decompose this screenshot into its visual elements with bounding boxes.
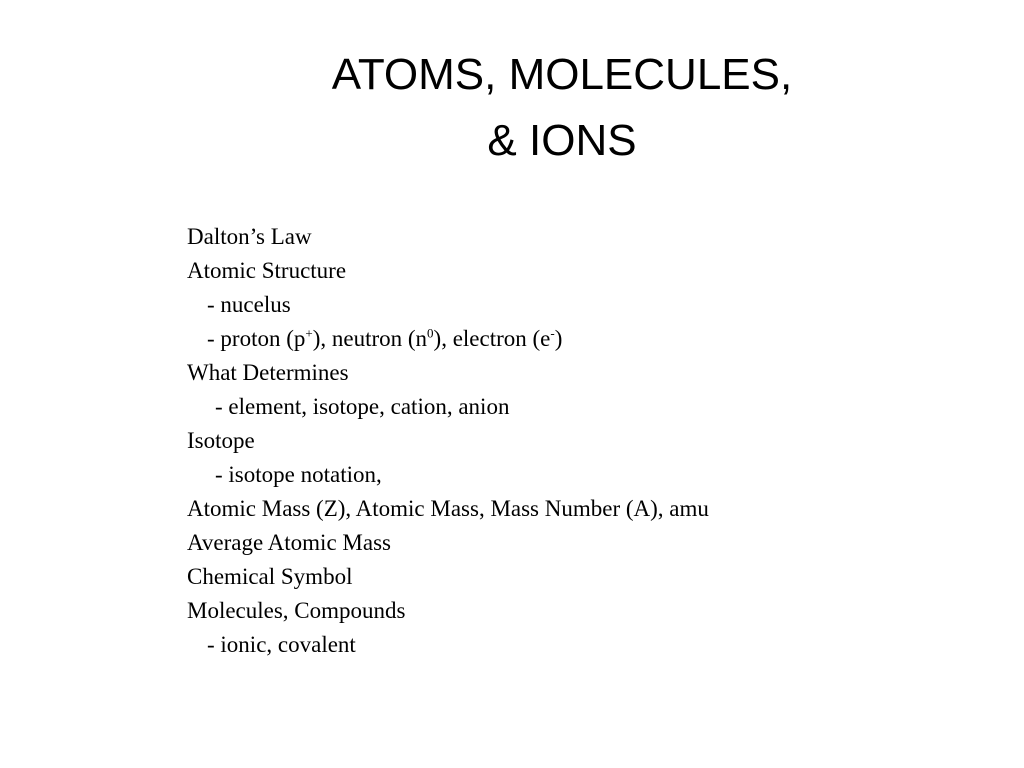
title-line-1: ATOMS, MOLECULES, bbox=[331, 50, 793, 99]
item-isotope: Isotope bbox=[187, 428, 255, 453]
particles-text-4: ) bbox=[554, 326, 563, 351]
item-chemical-symbol: Chemical Symbol bbox=[187, 564, 353, 589]
slide-title bbox=[0, 42, 1024, 174]
item-average-atomic-mass: Average Atomic Mass bbox=[187, 530, 391, 555]
subitem-bond-types: - ionic, covalent bbox=[207, 632, 356, 657]
item-atomic-structure: Atomic Structure bbox=[187, 258, 347, 283]
subitem-determines-list: - element, isotope, cation, anion bbox=[215, 394, 510, 419]
subitem-nucleus: - nucelus bbox=[207, 292, 291, 317]
subitem-particles bbox=[187, 322, 1007, 356]
item-atomic-mass: Atomic Mass (Z), Atomic Mass, Mass Number (A), amu bbox=[187, 496, 709, 521]
item-molecules-compounds: Molecules, Compounds bbox=[187, 598, 406, 623]
subitem-isotope-notation: - isotope notation, bbox=[215, 462, 382, 487]
title-line-2: & IONS bbox=[487, 116, 637, 165]
proton-charge-superscript: + bbox=[305, 325, 313, 341]
neutron-charge-superscript: 0 bbox=[427, 325, 434, 341]
particles-text-2: ), neutron (n bbox=[312, 326, 428, 351]
particles-text-1: - proton (p bbox=[207, 326, 306, 351]
particles-text-3: ), electron (e bbox=[433, 326, 551, 351]
bullet-list bbox=[187, 220, 1007, 662]
item-daltons-law: Dalton’s Law bbox=[187, 224, 312, 249]
item-what-determines: What Determines bbox=[187, 360, 349, 385]
electron-charge-superscript: - bbox=[550, 325, 555, 341]
